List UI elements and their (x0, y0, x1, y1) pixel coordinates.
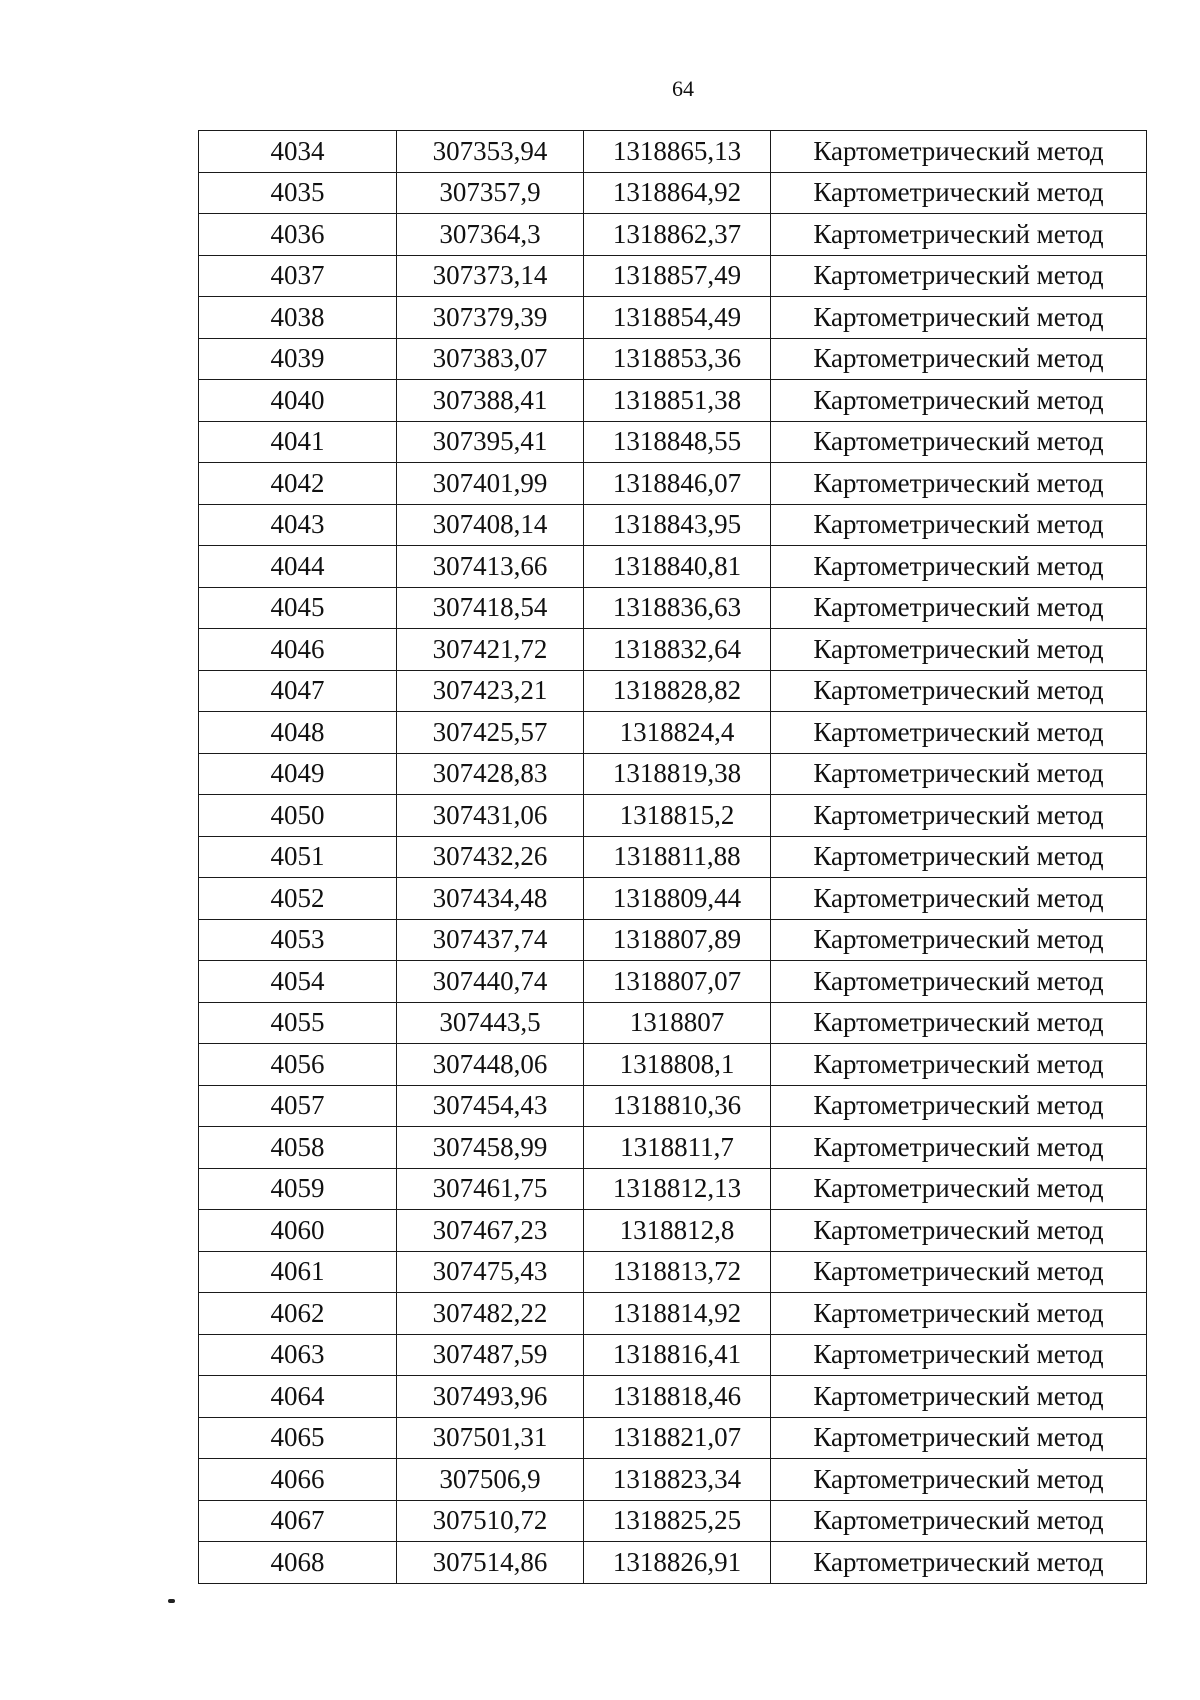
x-coordinate-cell: 307418,54 (397, 587, 584, 629)
table-row (199, 753, 1147, 795)
y-coordinate-cell: 1318840,81 (584, 546, 771, 588)
y-coordinate-cell: 1318828,82 (584, 670, 771, 712)
x-coordinate-cell: 307395,41 (397, 421, 584, 463)
point-number-cell: 4065 (199, 1417, 397, 1459)
method-cell: Картометрический метод (771, 255, 1147, 297)
method-cell: Картометрический метод (771, 463, 1147, 505)
table-row (199, 1542, 1147, 1584)
x-coordinate-cell: 307431,06 (397, 795, 584, 837)
point-number-cell: 4050 (199, 795, 397, 837)
method-cell: Картометрический метод (771, 836, 1147, 878)
table-row (199, 629, 1147, 671)
table-row (199, 919, 1147, 961)
point-number-cell: 4055 (199, 1002, 397, 1044)
y-coordinate-cell: 1318865,13 (584, 131, 771, 173)
point-number-cell: 4067 (199, 1500, 397, 1542)
x-coordinate-cell: 307448,06 (397, 1044, 584, 1086)
x-coordinate-cell: 307388,41 (397, 380, 584, 422)
x-coordinate-cell: 307373,14 (397, 255, 584, 297)
x-coordinate-cell: 307506,9 (397, 1459, 584, 1501)
x-coordinate-cell: 307425,57 (397, 712, 584, 754)
table-row (199, 1085, 1147, 1127)
y-coordinate-cell: 1318826,91 (584, 1542, 771, 1584)
point-number-cell: 4060 (199, 1210, 397, 1252)
point-number-cell: 4036 (199, 214, 397, 256)
method-cell: Картометрический метод (771, 1542, 1147, 1584)
method-cell: Картометрический метод (771, 172, 1147, 214)
x-coordinate-cell: 307432,26 (397, 836, 584, 878)
method-cell: Картометрический метод (771, 1044, 1147, 1086)
point-number-cell: 4063 (199, 1334, 397, 1376)
x-coordinate-cell: 307482,22 (397, 1293, 584, 1335)
point-number-cell: 4062 (199, 1293, 397, 1335)
y-coordinate-cell: 1318862,37 (584, 214, 771, 256)
y-coordinate-cell: 1318853,36 (584, 338, 771, 380)
y-coordinate-cell: 1318816,41 (584, 1334, 771, 1376)
method-cell: Картометрический метод (771, 297, 1147, 339)
point-number-cell: 4068 (199, 1542, 397, 1584)
method-cell: Картометрический метод (771, 1417, 1147, 1459)
point-number-cell: 4054 (199, 961, 397, 1003)
table-row (199, 1459, 1147, 1501)
method-cell: Картометрический метод (771, 1500, 1147, 1542)
x-coordinate-cell: 307514,86 (397, 1542, 584, 1584)
table-row (199, 1334, 1147, 1376)
y-coordinate-cell: 1318818,46 (584, 1376, 771, 1418)
table-row (199, 1168, 1147, 1210)
x-coordinate-cell: 307364,3 (397, 214, 584, 256)
table-row (199, 712, 1147, 754)
x-coordinate-cell: 307458,99 (397, 1127, 584, 1169)
point-number-cell: 4048 (199, 712, 397, 754)
y-coordinate-cell: 1318807,07 (584, 961, 771, 1003)
point-number-cell: 4052 (199, 878, 397, 920)
point-number-cell: 4043 (199, 504, 397, 546)
y-coordinate-cell: 1318815,2 (584, 795, 771, 837)
x-coordinate-cell: 307413,66 (397, 546, 584, 588)
coordinates-table-body (199, 131, 1147, 1584)
table-row (199, 463, 1147, 505)
method-cell: Картометрический метод (771, 1210, 1147, 1252)
x-coordinate-cell: 307493,96 (397, 1376, 584, 1418)
method-cell: Картометрический метод (771, 546, 1147, 588)
x-coordinate-cell: 307401,99 (397, 463, 584, 505)
point-number-cell: 4053 (199, 919, 397, 961)
point-number-cell: 4035 (199, 172, 397, 214)
point-number-cell: 4047 (199, 670, 397, 712)
table-row (199, 1002, 1147, 1044)
point-number-cell: 4046 (199, 629, 397, 671)
point-number-cell: 4057 (199, 1085, 397, 1127)
x-coordinate-cell: 307357,9 (397, 172, 584, 214)
x-coordinate-cell: 307501,31 (397, 1417, 584, 1459)
y-coordinate-cell: 1318808,1 (584, 1044, 771, 1086)
scan-speck-mark (168, 1599, 175, 1603)
table-row (199, 546, 1147, 588)
table-row (199, 297, 1147, 339)
y-coordinate-cell: 1318823,34 (584, 1459, 771, 1501)
y-coordinate-cell: 1318854,49 (584, 297, 771, 339)
point-number-cell: 4038 (199, 297, 397, 339)
method-cell: Картометрический метод (771, 1376, 1147, 1418)
point-number-cell: 4049 (199, 753, 397, 795)
table-row (199, 587, 1147, 629)
x-coordinate-cell: 307428,83 (397, 753, 584, 795)
x-coordinate-cell: 307487,59 (397, 1334, 584, 1376)
y-coordinate-cell: 1318812,13 (584, 1168, 771, 1210)
y-coordinate-cell: 1318824,4 (584, 712, 771, 754)
method-cell: Картометрический метод (771, 131, 1147, 173)
method-cell: Картометрический метод (771, 795, 1147, 837)
table-row (199, 1251, 1147, 1293)
y-coordinate-cell: 1318807 (584, 1002, 771, 1044)
point-number-cell: 4064 (199, 1376, 397, 1418)
y-coordinate-cell: 1318832,64 (584, 629, 771, 671)
x-coordinate-cell: 307437,74 (397, 919, 584, 961)
x-coordinate-cell: 307510,72 (397, 1500, 584, 1542)
method-cell: Картометрический метод (771, 878, 1147, 920)
point-number-cell: 4051 (199, 836, 397, 878)
x-coordinate-cell: 307467,23 (397, 1210, 584, 1252)
table-row (199, 255, 1147, 297)
method-cell: Картометрический метод (771, 961, 1147, 1003)
table-row (199, 670, 1147, 712)
method-cell: Картометрический метод (771, 1293, 1147, 1335)
table-row (199, 214, 1147, 256)
page-number: 64 (672, 76, 694, 101)
y-coordinate-cell: 1318857,49 (584, 255, 771, 297)
method-cell: Картометрический метод (771, 1334, 1147, 1376)
table-row (199, 1044, 1147, 1086)
y-coordinate-cell: 1318846,07 (584, 463, 771, 505)
table-row (199, 961, 1147, 1003)
table-row (199, 1417, 1147, 1459)
table-row (199, 878, 1147, 920)
method-cell: Картометрический метод (771, 670, 1147, 712)
coordinates-table (198, 130, 1147, 1584)
method-cell: Картометрический метод (771, 587, 1147, 629)
table-row (199, 1210, 1147, 1252)
x-coordinate-cell: 307408,14 (397, 504, 584, 546)
point-number-cell: 4040 (199, 380, 397, 422)
point-number-cell: 4059 (199, 1168, 397, 1210)
x-coordinate-cell: 307440,74 (397, 961, 584, 1003)
table-row (199, 421, 1147, 463)
y-coordinate-cell: 1318809,44 (584, 878, 771, 920)
table-row (199, 836, 1147, 878)
method-cell: Картометрический метод (771, 1168, 1147, 1210)
method-cell: Картометрический метод (771, 629, 1147, 671)
table-row (199, 1500, 1147, 1542)
point-number-cell: 4037 (199, 255, 397, 297)
y-coordinate-cell: 1318812,8 (584, 1210, 771, 1252)
method-cell: Картометрический метод (771, 1251, 1147, 1293)
x-coordinate-cell: 307421,72 (397, 629, 584, 671)
point-number-cell: 4039 (199, 338, 397, 380)
x-coordinate-cell: 307443,5 (397, 1002, 584, 1044)
method-cell: Картометрический метод (771, 753, 1147, 795)
point-number-cell: 4044 (199, 546, 397, 588)
y-coordinate-cell: 1318843,95 (584, 504, 771, 546)
method-cell: Картометрический метод (771, 919, 1147, 961)
x-coordinate-cell: 307475,43 (397, 1251, 584, 1293)
table-row (199, 131, 1147, 173)
point-number-cell: 4045 (199, 587, 397, 629)
point-number-cell: 4034 (199, 131, 397, 173)
x-coordinate-cell: 307454,43 (397, 1085, 584, 1127)
method-cell: Картометрический метод (771, 214, 1147, 256)
x-coordinate-cell: 307434,48 (397, 878, 584, 920)
y-coordinate-cell: 1318814,92 (584, 1293, 771, 1335)
point-number-cell: 4058 (199, 1127, 397, 1169)
x-coordinate-cell: 307379,39 (397, 297, 584, 339)
method-cell: Картометрический метод (771, 1085, 1147, 1127)
y-coordinate-cell: 1318811,88 (584, 836, 771, 878)
y-coordinate-cell: 1318807,89 (584, 919, 771, 961)
point-number-cell: 4061 (199, 1251, 397, 1293)
x-coordinate-cell: 307353,94 (397, 131, 584, 173)
method-cell: Картометрический метод (771, 1002, 1147, 1044)
method-cell: Картометрический метод (771, 380, 1147, 422)
y-coordinate-cell: 1318825,25 (584, 1500, 771, 1542)
method-cell: Картометрический метод (771, 1459, 1147, 1501)
y-coordinate-cell: 1318836,63 (584, 587, 771, 629)
table-row (199, 504, 1147, 546)
method-cell: Картометрический метод (771, 504, 1147, 546)
point-number-cell: 4041 (199, 421, 397, 463)
table-row (199, 1376, 1147, 1418)
y-coordinate-cell: 1318819,38 (584, 753, 771, 795)
x-coordinate-cell: 307461,75 (397, 1168, 584, 1210)
method-cell: Картометрический метод (771, 338, 1147, 380)
method-cell: Картометрический метод (771, 712, 1147, 754)
x-coordinate-cell: 307383,07 (397, 338, 584, 380)
point-number-cell: 4042 (199, 463, 397, 505)
table-row (199, 338, 1147, 380)
y-coordinate-cell: 1318851,38 (584, 380, 771, 422)
method-cell: Картометрический метод (771, 421, 1147, 463)
x-coordinate-cell: 307423,21 (397, 670, 584, 712)
point-number-cell: 4066 (199, 1459, 397, 1501)
y-coordinate-cell: 1318811,7 (584, 1127, 771, 1169)
y-coordinate-cell: 1318813,72 (584, 1251, 771, 1293)
method-cell: Картометрический метод (771, 1127, 1147, 1169)
y-coordinate-cell: 1318810,36 (584, 1085, 771, 1127)
point-number-cell: 4056 (199, 1044, 397, 1086)
y-coordinate-cell: 1318848,55 (584, 421, 771, 463)
table-row (199, 795, 1147, 837)
y-coordinate-cell: 1318864,92 (584, 172, 771, 214)
table-row (199, 1293, 1147, 1335)
table-row (199, 380, 1147, 422)
table-row (199, 1127, 1147, 1169)
y-coordinate-cell: 1318821,07 (584, 1417, 771, 1459)
table-row (199, 172, 1147, 214)
